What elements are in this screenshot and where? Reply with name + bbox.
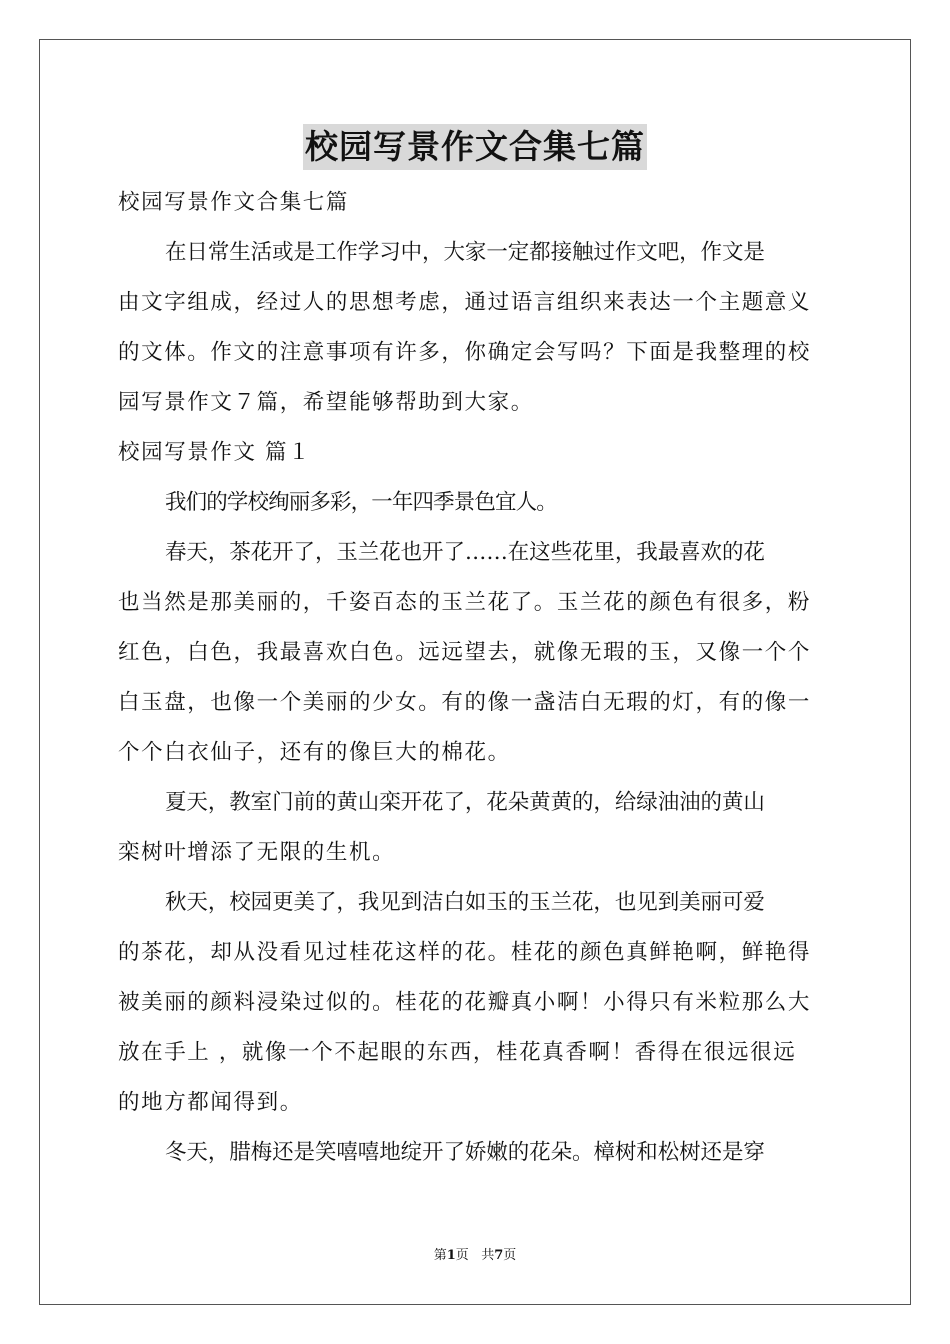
total-pages-number: 7 [494,1248,504,1263]
footer-total-unit: 页 [503,1248,517,1263]
document-subtitle: 校园写景作文合集七篇 [118,190,350,215]
document-body [118,178,834,1178]
text-line: 由文字组成，经过人的思想考虑，通过语言组织来表达一个主题意义 [118,290,812,315]
text-line: 园写景作文７篇，希望能够帮助到大家。 [118,390,534,415]
text-line: 栾树叶增添了无限的生机。 [118,840,396,865]
text-line: 夏天，教室门前的黄山栾开花了，花朵黄黄的，给绿油油的黄山 [165,790,765,815]
text-line: 春天，茶花开了，玉兰花也开了……在这些花里，我最喜欢的花 [165,540,765,565]
text-line: 的茶花，却从没看见过桂花这样的花。桂花的颜色真鲜艳啊，鲜艳得 [118,940,812,965]
text-line: 被美丽的颜料浸染过似的。桂花的花瓣真小啊！小得只有米粒那么大 [118,990,812,1015]
text-line: 在日常生活或是工作学习中，大家一定都接触过作文吧，作文是 [165,240,765,265]
page-footer [0,1247,950,1265]
text-line: 秋天，校园更美了，我见到洁白如玉的玉兰花，也见到美丽可爱 [165,890,765,915]
text-line: 的文体。作文的注意事项有许多，你确定会写吗？下面是我整理的校 [118,340,812,365]
footer-prefix: 第 [433,1248,447,1263]
text-line: 冬天，腊梅还是笑嘻嘻地绽开了娇嫩的花朵。樟树和松树还是穿 [165,1140,765,1165]
text-line: 白玉盘，也像一个美丽的少女。有的像一盏洁白无瑕的灯，有的像一 [118,690,812,715]
title-container [0,124,950,170]
footer-page-unit: 页 [455,1248,469,1263]
text-line: 的地方都闻得到。 [118,1090,303,1115]
document-title: 校园写景作文合集七篇 [303,124,647,170]
footer-total-prefix: 共 [481,1248,495,1263]
text-line: 我们的学校绚丽多彩，一年四季景色宜人。 [165,490,557,515]
text-line: 校园写景作文 篇１ [118,440,312,465]
current-page-number: 1 [446,1248,456,1263]
text-line: 放在手上 ，就像一个不起眼的东西，桂花真香啊！香得在很远很远 [118,1040,797,1065]
text-line: 红色，白色，我最喜欢白色。远远望去，就像无瑕的玉，又像一个个 [118,640,812,665]
text-line: 个个白衣仙子，还有的像巨大的棉花。 [118,740,511,765]
text-line: 也当然是那美丽的，千姿百态的玉兰花了。玉兰花的颜色有很多，粉 [118,590,812,615]
